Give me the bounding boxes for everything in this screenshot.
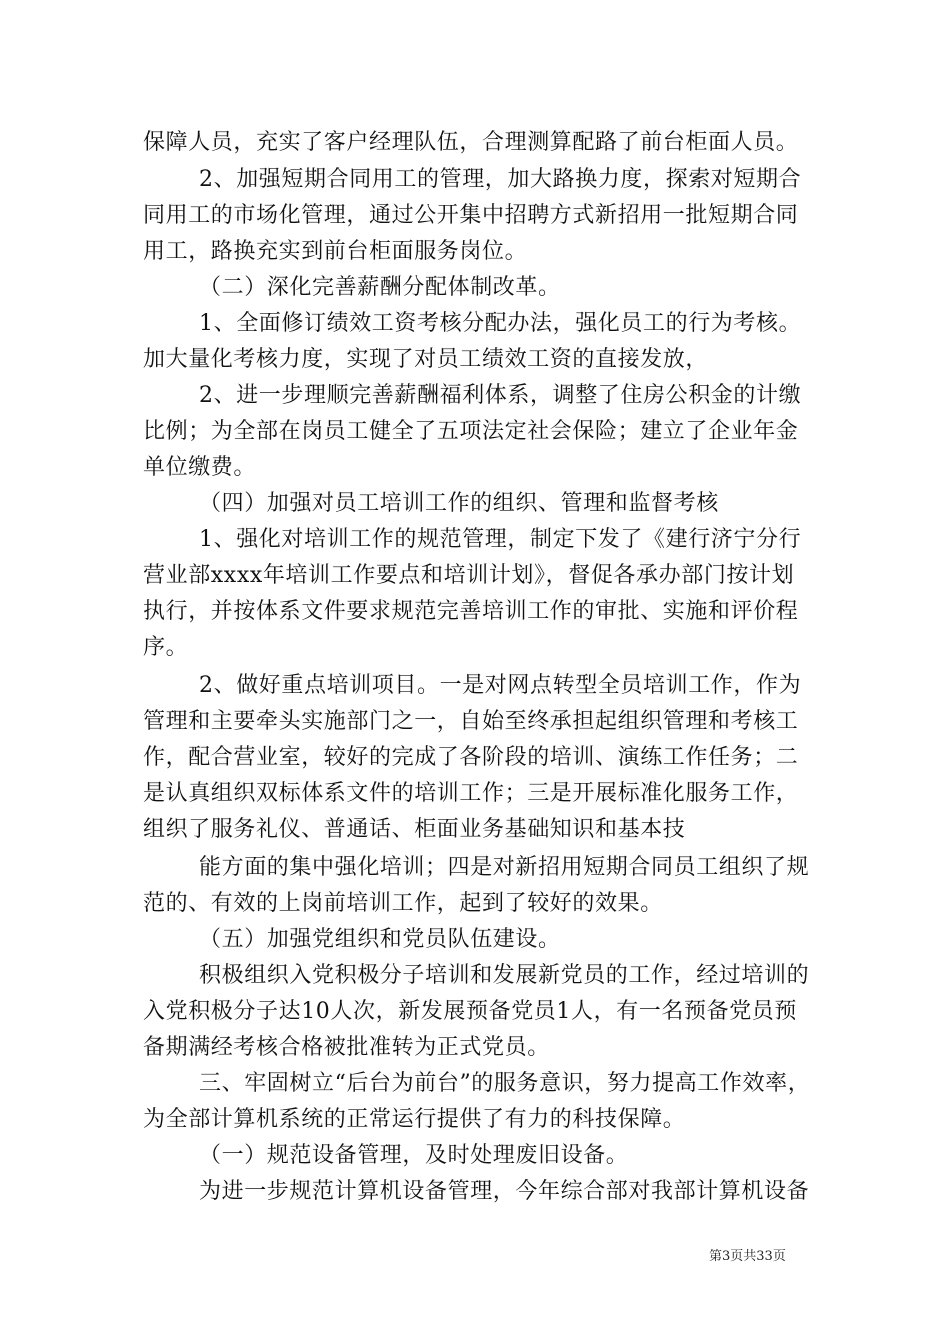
text-line: 作，配合营业室，较好的完成了各阶段的培训、演练工作任务；二 — [143, 745, 799, 770]
section-heading: （五）加强党组织和党员队伍建设。 — [199, 927, 561, 952]
text-line: 2、进一步理顺完善薪酬福利体系，调整了住房公积金的计缴 — [199, 383, 802, 408]
text-line: 为全部计算机系统的正常运行提供了有力的科技保障。 — [143, 1107, 686, 1132]
section-heading: （二）深化完善薪酬分配体制改革。 — [199, 275, 561, 300]
text-line: 2、做好重点培训项目。一是对网点转型全员培训工作，作为 — [199, 673, 802, 698]
text-line: 1、全面修订绩效工资考核分配办法，强化员工的行为考核。 — [199, 311, 802, 336]
text-line: 加大量化考核力度，实现了对员工绩效工资的直接发放， — [143, 347, 709, 372]
text-line: 执行，并按体系文件要求规范完善培训工作的审批、实施和评价程 — [143, 599, 799, 624]
section-heading: 三、牢固树立“后台为前台”的服务意识，努力提高工作效率， — [199, 1071, 811, 1096]
text-line: 保障人员，充实了客户经理队伍，合理测算配路了前台柜面人员。 — [143, 130, 799, 155]
page-number: 第3页共33页 — [709, 1249, 786, 1264]
text-line: 序。 — [143, 635, 189, 660]
text-line: 管理和主要牵头实施部门之一，自始至终承担起组织管理和考核工 — [143, 709, 799, 734]
text-line: 营业部xxxx年培训工作要点和培训计划》，督促各承办部门按计划 — [143, 563, 795, 588]
text-line: 用工，路换充实到前台柜面服务岗位。 — [143, 239, 528, 264]
text-line: 范的、有效的上岗前培训工作，起到了较好的效果。 — [143, 891, 663, 916]
text-line: 积极组织入党积极分子培训和发展新党员的工作，经过培训的 — [199, 963, 810, 988]
text-line: 比例；为全部在岗员工健全了五项法定社会保险；建立了企业年金 — [143, 419, 799, 444]
text-line: 为进一步规范计算机设备管理，今年综合部对我部计算机设备 — [199, 1179, 810, 1204]
text-line: 备期满经考核合格被批准转为正式党员。 — [143, 1035, 550, 1060]
section-heading: （一）规范设备管理，及时处理废旧设备。 — [199, 1143, 629, 1168]
text-line: 组织了服务礼仪、普通话、柜面业务基础知识和基本技 — [143, 817, 686, 842]
text-line: 入党积极分子达10人次，新发展预备党员1人，有一名预备党员预 — [143, 999, 797, 1024]
text-line: 同用工的市场化管理，通过公开集中招聘方式新招用一批短期合同 — [143, 203, 799, 228]
text-line: 1、强化对培训工作的规范管理，制定下发了《建行济宁分行 — [199, 527, 802, 552]
text-line: 是认真组织双标体系文件的培训工作；三是开展标准化服务工作， — [143, 781, 799, 806]
text-line: 能方面的集中强化培训；四是对新招用短期合同员工组织了规 — [199, 855, 810, 880]
section-heading: （四）加强对员工培训工作的组织、管理和监督考核 — [199, 491, 719, 516]
text-line: 单位缴费。 — [143, 455, 257, 480]
text-line: 2、加强短期合同用工的管理，加大路换力度，探索对短期合 — [199, 167, 802, 192]
